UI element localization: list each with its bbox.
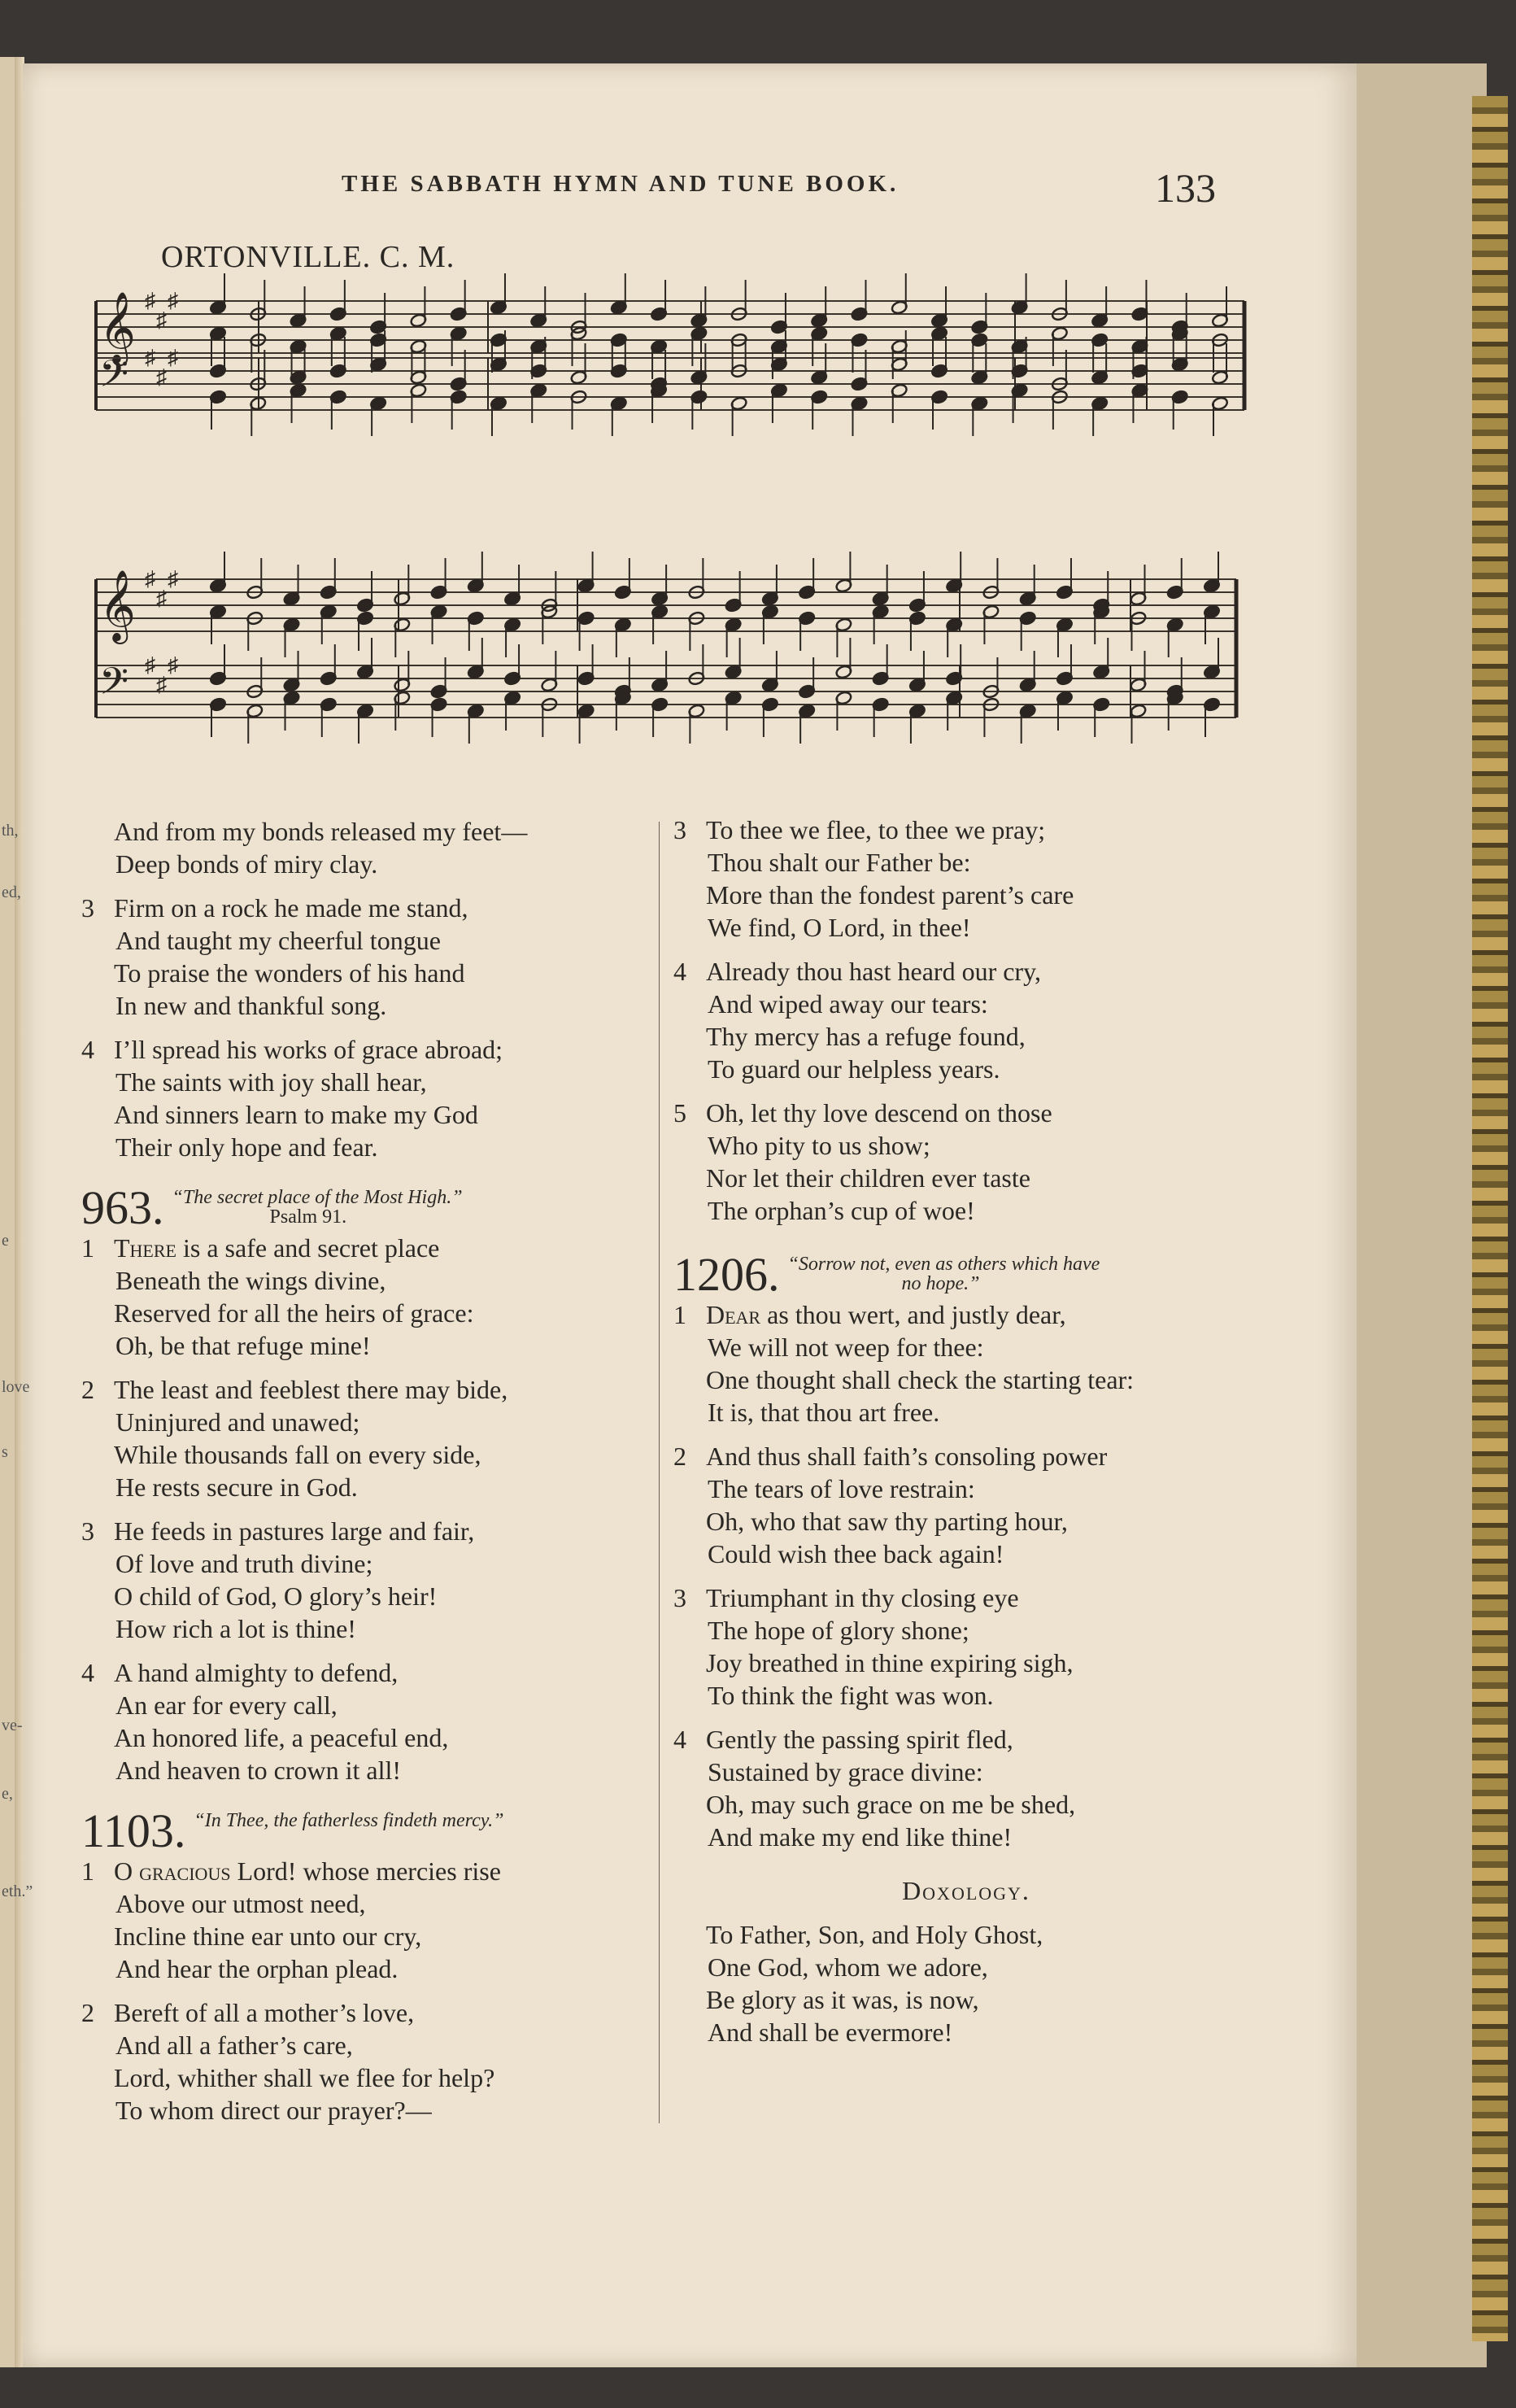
verse-line [673,1614,1259,1647]
verse-text: And hear the orphan plead. [115,1954,399,1983]
verse-text: Triumphant in thy closing eye [706,1583,1019,1612]
verse-line [81,1547,651,1580]
verse-line [81,1721,651,1754]
verse-text: And sinners learn to make my God [114,1100,478,1129]
hymn-heading [673,1248,1259,1301]
verse-text: Bereft of all a mother’s love, [114,1998,415,2027]
verse-text: And taught my cheerful tongue [115,926,441,955]
verse-line [673,1194,1259,1227]
stanza-gap [81,1503,651,1515]
verse-line [81,1373,651,1406]
verse-line [81,848,651,880]
verse-text: To praise the wonders of his hand [114,958,465,988]
stanza-number: 2 [673,1442,686,1471]
hymn-caption-text: “Sorrow not, even as others which have [787,1254,1100,1275]
sharp-sign: ♯ [156,365,167,389]
verse-line [673,1162,1259,1194]
verse-line [673,955,1259,988]
stanza-gap [81,880,651,892]
verse-line [81,1580,651,1612]
verse-text: And shall be evermore! [708,2018,953,2047]
stanza-number: 3 [81,893,94,923]
stanza-number: 3 [673,1583,686,1612]
verse-line [81,1689,651,1721]
verse-text: Lord, whither shall we flee for help? [114,2063,495,2092]
verse-line [673,1472,1259,1505]
verse-text: The least and feeblest there may bide, [114,1375,508,1404]
verse-text: Already thou hast heard our cry, [706,957,1041,986]
sharp-sign: ♯ [145,346,155,369]
verse-line [673,1020,1259,1053]
verse-text: as thou wert, and justly dear, [760,1300,1066,1329]
verse-line [673,1538,1259,1570]
verse-line [673,1723,1259,1756]
verse-text: Nor let their children ever taste [706,1163,1030,1193]
verse-text: O child of God, O glory’s heir! [114,1581,438,1611]
verse-line [81,1131,651,1163]
fragment: s [2,1443,8,1461]
stanza-gap [81,1362,651,1373]
stanza-number: 4 [81,1658,94,1687]
stanza-gap [673,1712,1259,1723]
verse-text: And thus shall faith’s consoling power [706,1442,1108,1471]
stanza-number: 4 [673,957,686,986]
stanza-gap [81,1645,651,1656]
verse-line [81,957,651,989]
verse-line [673,988,1259,1020]
verse-text: Thou shalt our Father be: [708,848,971,877]
verse-line [673,1298,1259,1331]
stanza-number: 5 [673,1098,686,1128]
verse-line [81,1754,651,1786]
verse-line [673,814,1259,846]
hymn-caption [164,1184,463,1227]
verse-line [81,1066,651,1098]
verse-text: An ear for every call, [115,1690,338,1720]
fragment: ed, [2,883,21,901]
verse-line [81,1996,651,2029]
verse-text: Joy breathed in thine expiring sigh, [706,1648,1074,1677]
verse-line [673,879,1259,911]
verse-text: To thee we flee, to thee we pray; [706,815,1046,844]
first-word: Dear [706,1300,761,1329]
verse-text: Gently the passing spirit fled, [706,1725,1013,1754]
verse-text: To Father, Son, and Holy Ghost, [706,1920,1043,1949]
stanza-gap [673,944,1259,955]
stanza-number: 2 [81,1998,94,2027]
sharp-sign: ♯ [145,289,155,312]
verse-line [81,2061,651,2094]
treble-clef: 𝄞 [99,572,136,640]
stanza-number: 1 [673,1300,686,1329]
verse-line [673,1951,1259,1983]
verse-line [673,911,1259,944]
hymn-number: 963. [81,1181,164,1234]
verse-line [81,1887,651,1920]
sharp-sign: ♯ [145,567,155,591]
verse-text: To think the fight was won. [708,1681,994,1710]
verse-line [81,2094,651,2127]
verse-text: How rich a lot is thine! [115,1614,356,1643]
verse-text: The orphan’s cup of woe! [708,1196,975,1225]
verse-line [673,1440,1259,1472]
stanza-number: 2 [81,1375,94,1404]
verse-text: He feeds in pastures large and fair, [114,1516,475,1546]
verse-text: Lord! whose mercies rise [230,1856,501,1886]
page-number: 133 [1155,165,1216,211]
verse-line [673,1679,1259,1712]
verse-line [81,892,651,924]
verse-text: And from my bonds released my feet— [114,817,528,846]
sharp-sign: ♯ [168,289,178,312]
verse-text: Oh, may such grace on me be shed, [706,1790,1076,1819]
verse-text: Could wish thee back again! [708,1539,1004,1568]
verse-line [673,1363,1259,1396]
stanza-gap [673,1570,1259,1581]
sharp-sign: ♯ [156,308,167,332]
fragment: e [2,1232,9,1250]
verse-text: Of love and truth divine; [115,1549,373,1578]
tune-title: ORTONVILLE. C. M. [161,240,455,274]
fragment: eth.” [2,1882,33,1900]
hymn-number: 1206. [673,1248,780,1301]
fragment: e, [2,1785,13,1803]
verse-text: Uninjured and unawed; [115,1407,360,1437]
sharp-sign: ♯ [156,587,167,610]
verse-text: He rests secure in God. [115,1472,358,1502]
verse-line [81,2029,651,2061]
verse-line [81,1329,651,1362]
sharp-sign: ♯ [156,673,167,696]
sharp-sign: ♯ [168,346,178,369]
treble-clef: 𝄞 [99,294,136,362]
verse-line [673,1396,1259,1429]
verse-line [81,1920,651,1952]
left-column [81,815,651,2127]
hymn-heading [81,1181,651,1234]
verse-text: The tears of love restrain: [708,1474,975,1503]
verse-text: And make my end like thine! [708,1822,1013,1852]
verse-text: Firm on a rock he made me stand, [114,893,468,923]
verse-line [81,1612,651,1645]
stanza-gap [81,1022,651,1033]
verse-line [673,1053,1259,1085]
hymn-source: Psalm 91. [269,1206,347,1228]
verse-line [673,1983,1259,2016]
verse-line [81,815,651,848]
verse-text: Oh, be that refuge mine! [115,1331,371,1360]
column-rule [659,822,660,2123]
verse-text: Beneath the wings divine, [115,1266,386,1295]
running-header: THE SABBATH HYMN AND TUNE BOOK. [342,171,900,197]
verse-line [81,1033,651,1066]
bass-clef: 𝄢 [99,354,129,404]
fragment: th, [2,822,19,840]
verse-text: Thy mercy has a refuge found, [706,1022,1026,1051]
verse-text: We will not weep for thee: [708,1333,984,1362]
section-gap [673,1853,1259,1874]
verse-line [81,989,651,1022]
verse-line [673,1918,1259,1951]
verse-text: is a safe and secret place [176,1233,440,1263]
stanza-number: 3 [673,815,686,844]
verse-line [673,2016,1259,2048]
verse-text: Oh, who that saw thy parting hour, [706,1507,1068,1536]
sharp-sign: ♯ [145,653,155,677]
verse-line [81,1297,651,1329]
verse-text: One thought shall check the starting tear: [706,1365,1135,1394]
verse-text: An honored life, a peaceful end, [114,1723,449,1752]
music-score [0,0,1516,781]
section-gap [81,1163,651,1184]
verse-text: And heaven to crown it all! [115,1756,401,1785]
right-column [673,814,1259,2048]
first-word: O gracious [114,1856,231,1886]
verse-text: I’ll spread his works of grace abroad; [114,1035,503,1064]
verse-line [81,1098,651,1131]
verse-text: Reserved for all the heirs of grace: [114,1298,474,1328]
verse-text: Oh, let thy love descend on those [706,1098,1052,1128]
stanza-gap [673,1085,1259,1097]
verse-line [673,1647,1259,1679]
verse-line [673,1788,1259,1821]
hymn-caption-text: no hope.” [901,1273,980,1294]
verse-text: Deep bonds of miry clay. [115,849,378,879]
fragment: love [2,1378,30,1396]
verse-line [81,924,651,957]
verse-line [81,1232,651,1264]
verse-text: Sustained by grace divine: [708,1757,983,1786]
verse-text: The hope of glory shone; [708,1616,969,1645]
bass-clef: 𝄢 [99,661,129,712]
verse-line [81,1855,651,1887]
doxology-title: Doxology. [902,1876,1030,1905]
verse-text: And all a father’s care, [115,2031,353,2060]
hymn-caption-text: “The secret place of the Most High.” [172,1187,463,1208]
verse-line [673,1097,1259,1129]
stanza-number: 3 [81,1516,94,1546]
first-word: There [114,1233,176,1263]
verse-text: Their only hope and fear. [115,1132,378,1162]
verse-line [673,1756,1259,1788]
verse-line [81,1471,651,1503]
verse-line [673,1821,1259,1853]
stanza-gap [81,1985,651,1996]
verse-text: And wiped away our tears: [708,989,988,1019]
verse-text: To whom direct our prayer?— [115,2096,432,2125]
hymn-number: 1103. [81,1804,186,1857]
hymn-caption [780,1251,1100,1293]
verse-text: While thousands fall on every side, [114,1440,481,1469]
verse-text: More than the fondest parent’s care [706,880,1074,910]
verse-text: Incline thine ear unto our cry, [114,1922,422,1951]
verse-line [81,1656,651,1689]
fragment: ve- [2,1717,23,1734]
stanza-number: 1 [81,1233,94,1263]
hymn-caption [185,1808,503,1830]
verse-line [673,846,1259,879]
stanza-gap [673,1429,1259,1440]
verse-line [81,1952,651,1985]
verse-line [673,1581,1259,1614]
stanza-number: 4 [673,1725,686,1754]
verse-line [81,1515,651,1547]
hymn-caption-text: “In Thee, the fatherless findeth mercy.” [194,1810,504,1831]
verse-line [673,1129,1259,1162]
verse-text: The saints with joy shall hear, [115,1067,427,1097]
verse-text: Who pity to us show; [708,1131,930,1160]
verse-text: It is, that thou art free. [708,1398,940,1427]
stanza-number: 4 [81,1035,94,1064]
section-gap [673,1907,1259,1918]
verse-line [673,1331,1259,1363]
sharp-sign: ♯ [168,653,178,677]
verse-text: In new and thankful song. [115,991,387,1020]
verse-text: One God, whom we adore, [708,1952,988,1982]
verse-line [81,1406,651,1438]
verse-line [673,1505,1259,1538]
verse-text: We find, O Lord, in thee! [708,913,971,942]
verse-line [81,1438,651,1471]
verse-line [81,1264,651,1297]
verse-text: To guard our helpless years. [708,1054,1000,1084]
hymn-heading [81,1804,651,1857]
stanza-number: 1 [81,1856,94,1886]
verse-text: A hand almighty to defend, [114,1658,399,1687]
verse-text: Above our utmost need, [115,1889,366,1918]
sharp-sign: ♯ [168,567,178,591]
verse-text: Be glory as it was, is now, [706,1985,979,2014]
